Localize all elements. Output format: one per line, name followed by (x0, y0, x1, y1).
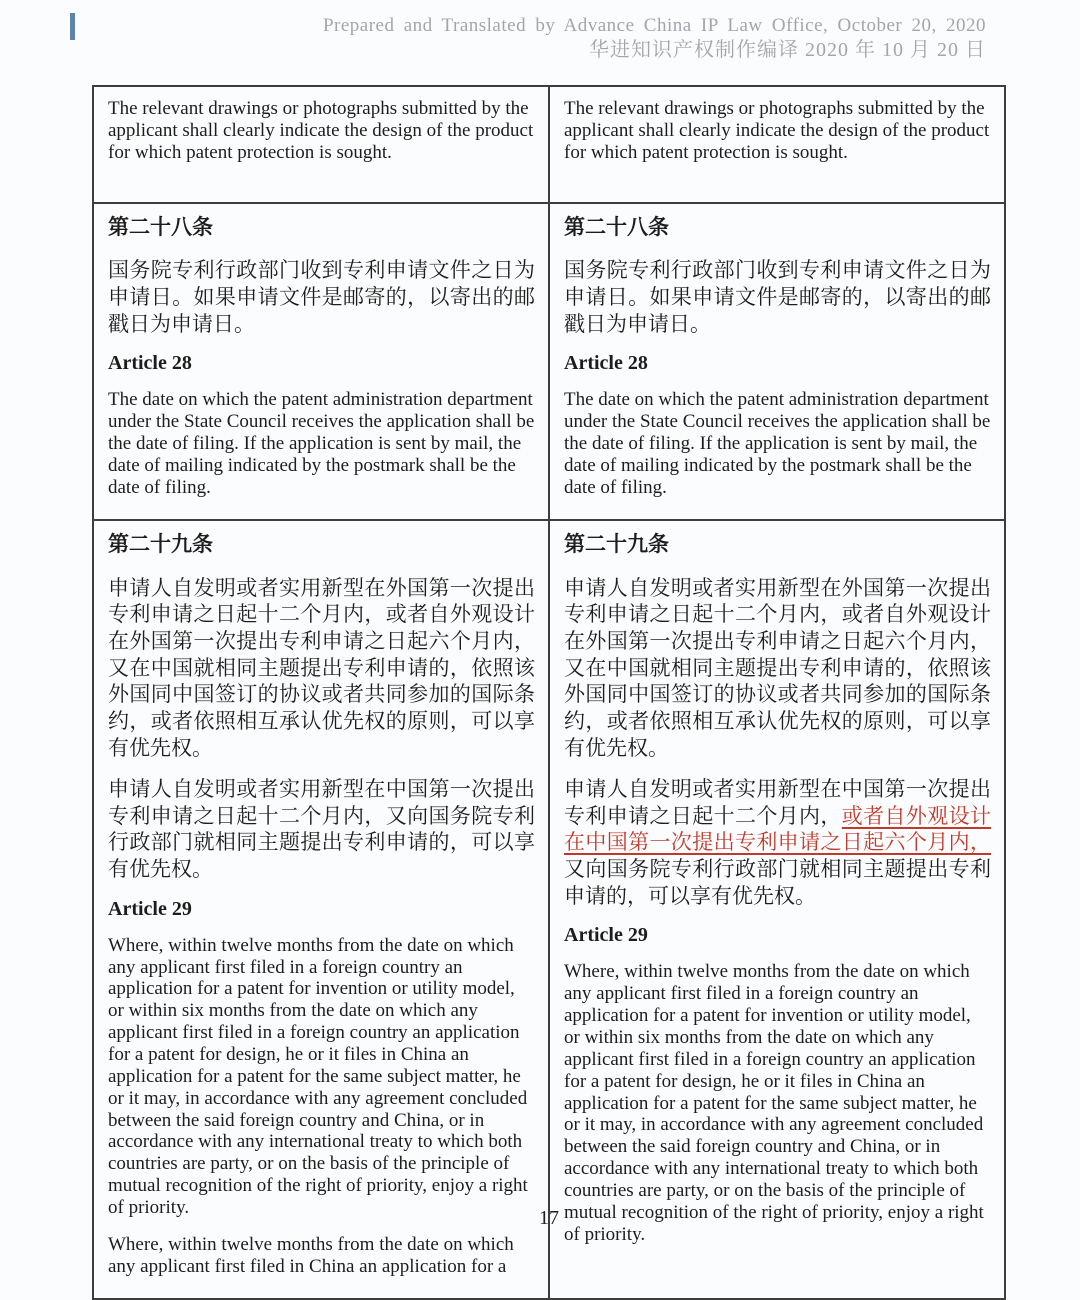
text-segment: 申请人自发明或者实用新型在外国第一次提出专利申请之日起十二个月内，或者自外观设计在外国第一次提出专利申请之日起六个月内，又在中国就相同主题提出专利申请的，依照该外国同中国签订的协议或者共同参加的国际条约，或者依照相互承认优先权的原则，可以享有优先权。 (564, 575, 991, 760)
paragraph (564, 575, 991, 762)
comparison-table (92, 85, 1006, 1300)
text-segment: The date on which the patent administration department under the State Council receives the application shall be the date of filing. If the application is sent by mail, the date of mailing indicated by the postmark shall be the date of filing. (108, 389, 535, 498)
text-segment: 国务院专利行政部门收到专利申请文件之日为申请日。如果申请文件是邮寄的，以寄出的邮戳日为申请日。 (564, 258, 991, 336)
table-cell-row1-right (549, 203, 1005, 520)
text-segment: 申请人自发明或者实用新型在中国第一次提出专利申请之日起十二个月内，又向国务院专利行政部门就相同主题提出专利申请的，可以享有优先权。 (108, 777, 535, 882)
article-heading (564, 924, 991, 947)
paragraph (564, 961, 991, 1245)
accent-bar (70, 13, 75, 40)
paragraph (108, 98, 535, 164)
article-heading (564, 215, 991, 240)
article-heading (564, 352, 991, 375)
document-header (323, 14, 986, 62)
text-segment: Article 28 (564, 352, 648, 375)
paragraph (108, 257, 535, 337)
paragraph (564, 257, 991, 337)
text-segment: Article 28 (108, 352, 192, 375)
text-segment: The relevant drawings or photographs submitted by the applicant shall clearly indicate the design of the product for which patent protection is sought. (108, 98, 534, 163)
table-cell-row2-right (549, 520, 1005, 1299)
paragraph (564, 776, 991, 909)
revision-insertion-text: 或者自外观设计在中国第一次提出专利申请之日起六个月内， (564, 803, 992, 855)
table-cell-row1-left (93, 203, 549, 520)
paragraph (564, 98, 991, 164)
text-segment: Where, within twelve months from the date on which any applicant first filed in a foreign country an application for a patent for invention or utility model, or within six months from the date on which any applicant first filed in a foreign country an application for a patent for design, he or it files in China an application for a patent for the same subject matter, he or it may, in accordance with any agreement concluded between the said foreign country and China, or in accordance with any international treaty to which both countries are party, or on the basis of the principle of mutual recognition of the right of priority, enjoy a right of priority. (108, 934, 528, 1218)
text-segment: 第二十九条 (108, 532, 213, 557)
table-cell-row0-right (549, 86, 1005, 203)
paragraph (564, 389, 991, 498)
text-segment: 第二十八条 (108, 215, 213, 239)
article-heading (108, 532, 535, 557)
paragraph (108, 935, 535, 1219)
header-line-chinese: 华进知识产权制作编译 2020 年 10 月 20 日 (589, 39, 986, 61)
paragraph (108, 389, 535, 498)
table-row (93, 86, 1005, 203)
paragraph (108, 1234, 535, 1278)
text-segment: 第二十九条 (564, 532, 669, 557)
text-segment: Where, within twelve months from the date on which any applicant first filed in a foreign country an application for a patent for invention or utility model, or within six months from the date on which any applicant first filed in a foreign country an application for a patent for design, he or it files in China an application for a patent for the same subject matter, he or it may, in accordance with any agreement concluded between the said foreign country and China, or in accordance with any international treaty to which both countries are party, or on the basis of the principle of mutual recognition of the right of priority, enjoy a right of priority. (564, 961, 984, 1245)
table-cell-row2-left (93, 520, 549, 1299)
text-segment: 国务院专利行政部门收到专利申请文件之日为申请日。如果申请文件是邮寄的，以寄出的邮戳日为申请日。 (108, 258, 535, 336)
text-segment: 申请人自发明或者实用新型在中国第一次提出专利申请之日起十二个月内， (564, 777, 991, 828)
text-segment: 申请人自发明或者实用新型在外国第一次提出专利申请之日起十二个月内，或者自外观设计在外国第一次提出专利申请之日起六个月内，又在中国就相同主题提出专利申请的，依照该外国同中国签订的协议或者共同参加的国际条约，或者依照相互承认优先权的原则，可以享有优先权。 (108, 575, 535, 760)
paragraph (108, 776, 535, 883)
text-segment: The relevant drawings or photographs submitted by the applicant shall clearly indicate the design of the product for which patent protection is sought. (564, 98, 990, 163)
comparison-table-wrap (92, 85, 1006, 1300)
text-segment: Article 29 (564, 924, 648, 947)
text-segment: 第二十八条 (564, 215, 669, 239)
comparison-table-body (93, 86, 1005, 1299)
article-heading (108, 215, 535, 240)
page-number: 17 (539, 1207, 559, 1229)
article-heading (564, 532, 991, 557)
text-segment: 又向国务院专利行政部门就相同主题提出专利申请的，可以享有优先权。 (564, 857, 991, 908)
table-cell-row0-left (93, 86, 549, 203)
paragraph (108, 575, 535, 762)
text-segment: The date on which the patent administration department under the State Council receives the application shall be the date of filing. If the application is sent by mail, the date of mailing indicated by the postmark shall be the date of filing. (564, 389, 991, 498)
table-row (93, 203, 1005, 520)
article-heading (108, 898, 535, 921)
text-segment: Article 29 (108, 897, 192, 920)
article-heading (108, 352, 535, 375)
text-segment: Where, within twelve months from the date on which any applicant first filed in China an application for a (108, 1233, 514, 1277)
table-row (93, 520, 1005, 1299)
header-line-english: Prepared and Translated by Advance China IP Law Office, October 20, 2020 (322, 15, 986, 36)
